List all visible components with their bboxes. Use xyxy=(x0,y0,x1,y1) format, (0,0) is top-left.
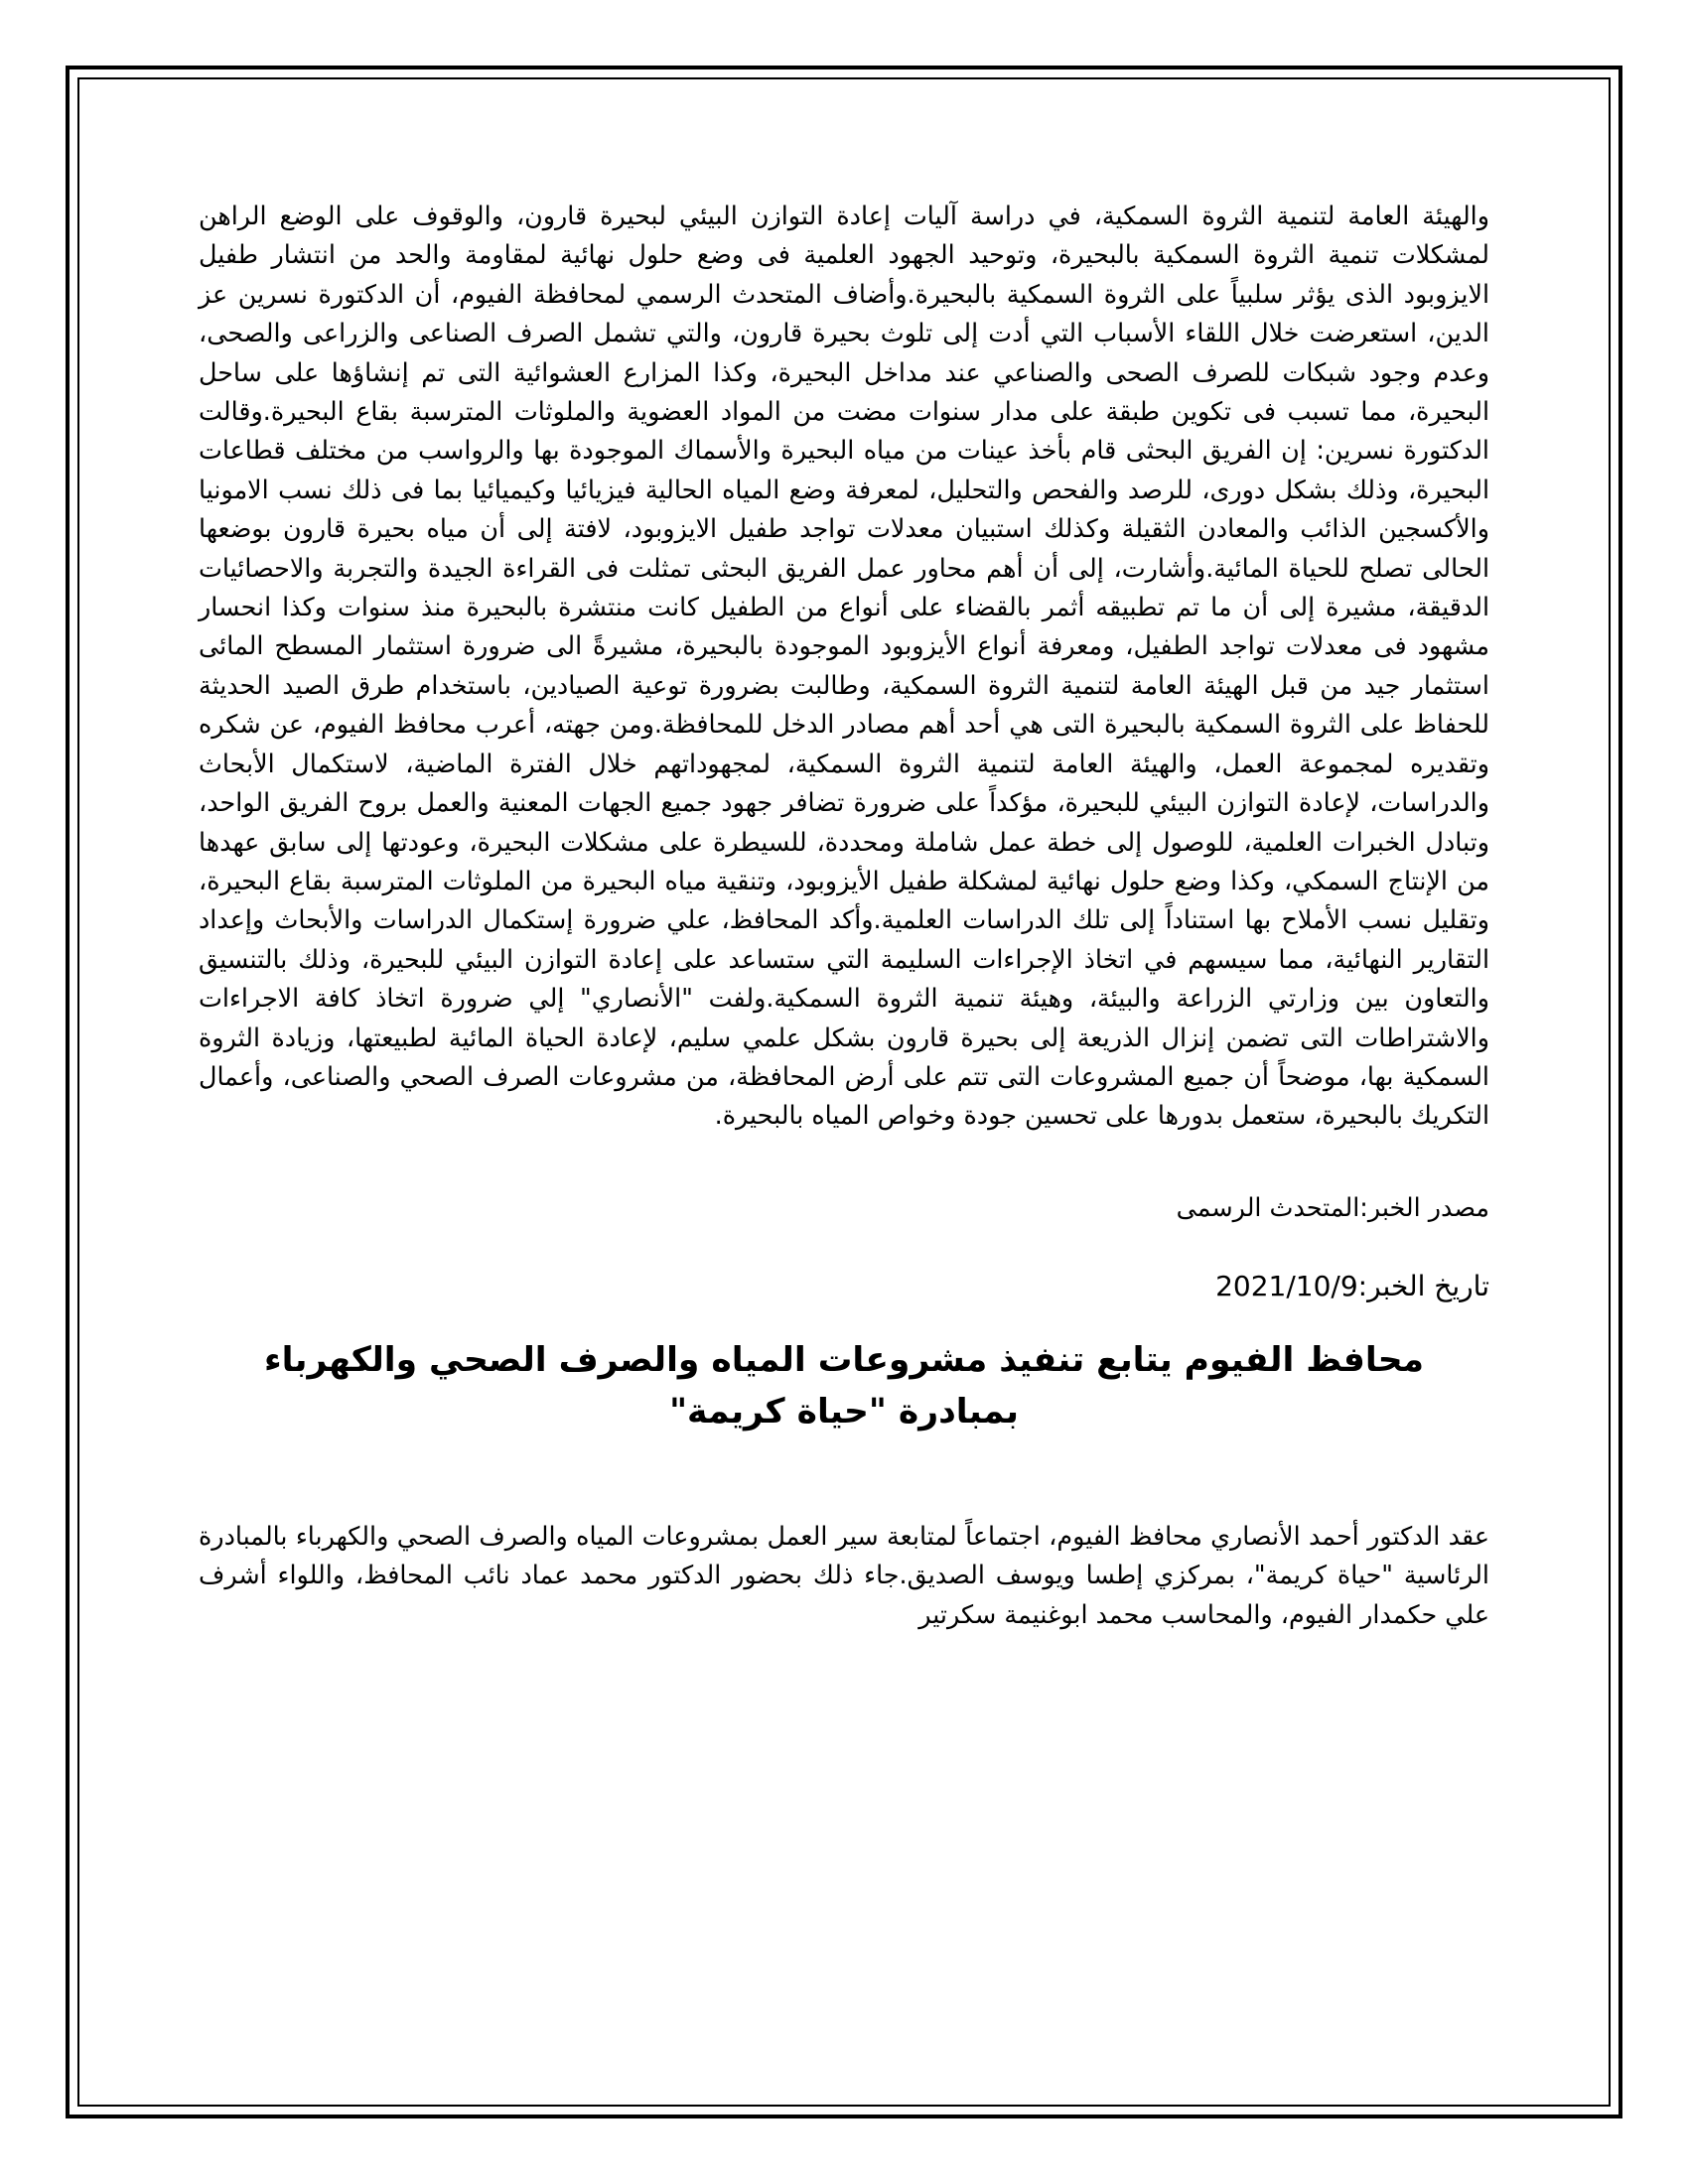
document-content xyxy=(199,197,1489,1634)
second-article-body: عقد الدكتور أحمد الأنصاري محافظ الفيوم، اجتماعاً لمتابعة سير العمل بمشروعات المياه والصرف الصحي والكهرباء بالمبادرة الرئاسية "حياة كريمة"، بمركزي إطسا ويوسف الصديق.جاء ذلك بحضور الدكتور محمد عماد نائب المحافظ، واللواء أشرف علي حكمدار الفيوم، والمحاسب محمد ابوغنيمة سكرتير xyxy=(199,1520,1489,1629)
news-source: مصدر الخبر:المتحدث الرسمى xyxy=(1176,1191,1489,1222)
article-body: والهيئة العامة لتنمية الثروة السمكية، في دراسة آليات إعادة التوازن البيئي لبحيرة قارون، والوقوف على الوضع الراهن لمشكلات تنمية الثروة السمكية بالبحيرة، وتوحيد الجهود العلمية فى وضع حلول نهائية لمقاومة والحد من انتشار طفيل الايزوبود الذى يؤثر سلبياً على الثروة السمكية بالبحيرة.وأضاف المتحدث الرسمي لمحافظة الفيوم، أن الدكتورة نسرين عز الدين، استعرضت خلال اللقاء الأسباب التي أدت إلى تلوث بحيرة قارون، والتي تشمل الصرف الصناعى والزراعى والصحى، وعدم وجود شبكات للصرف الصحى والصناعي عند مداخل البحيرة، وكذا المزارع العشوائية التى تم إنشاؤها على ساحل البحيرة، مما تسبب فى تكوين طبقة على مدار سنوات مضت من المواد العضوية والملوثات المترسبة بقاع البحيرة.وقالت الدكتورة نسرين: إن الفريق البحثى قام بأخذ عينات من مياه البحيرة والأسماك الموجودة بها والرواسب من مختلف قطاعات البحيرة، وذلك بشكل دورى، للرصد والفحص والتحليل، لمعرفة وضع المياه الحالية فيزيائيا وكيميائيا بما فى ذلك نسب الامونيا والأكسجين الذائب والمعادن الثقيلة وكذلك استبيان معدلات تواجد طفيل الايزوبود، لافتة إلى أن مياه بحيرة قارون بوضعها الحالى تصلح للحياة المائية.وأشارت، إلى أن أهم محاور عمل الفريق البحثى تمثلت فى القراءة الجيدة والتجربة والاحصائيات الدقيقة، مشيرة إلى أن ما تم تطبيقه أثمر بالقضاء على أنواع من الطفيل كانت منتشرة بالبحيرة منذ سنوات وكذا انحسار مشهود فى معدلات تواجد الطفيل، ومعرفة أنواع الأيزوبود الموجودة بالبحيرة، مشيرةً الى ضرورة استثمار المسطح المائى استثمار جيد من قبل الهيئة العامة لتنمية الثروة السمكية، وطالبت بضرورة توعية الصيادين، باستخدام طرق الصيد الحديثة للحفاظ على الثروة السمكية بالبحيرة التى هي أحد أهم مصادر الدخل للمحافظة.ومن جهته، أعرب محافظ الفيوم، عن شكره وتقديره لمجموعة العمل، والهيئة العامة لتنمية الثروة السمكية، لمجهوداتهم خلال الفترة الماضية، لاستكمال الأبحاث والدراسات، لإعادة التوازن البيئي للبحيرة، مؤكداً على ضرورة تضافر جهود جميع الجهات المعنية والعمل بروح الفريق الواحد، وتبادل الخبرات العلمية، للوصول إلى خطة عمل شاملة ومحددة، للسيطرة على مشكلات البحيرة، وعودتها إلى سابق عهدها من الإنتاج السمكي، وكذا وضع حلول نهائية لمشكلة طفيل الأيزوبود، وتنقية مياه البحيرة من الملوثات المترسبة بقاع البحيرة، وتقليل نسب الأملاح بها استناداً إلى تلك الدراسات العلمية.وأكد المحافظ، علي ضرورة إستكمال الدراسات والأبحاث وإعداد التقارير النهائية، مما سيسهم في اتخاذ الإجراءات السليمة التي ستساعد على إعادة التوازن البيئي للبحيرة، وذلك بالتنسيق والتعاون بين وزارتي الزراعة والبيئة، وهيئة تنمية الثروة السمكية.ولفت "الأنصاري" إلي ضرورة اتخاذ كافة الاجراءات والاشتراطات التى تضمن إنزال الذريعة إلى بحيرة قارون بشكل علمي سليم، لإعادة الحياة المائية لطبيعتها، وزيادة الثروة السمكية بها، موضحاً أن جميع المشروعات التى تتم على أرض المحافظة، من مشروعات الصرف الصحي والصناعى، وأعمال التكريك بالبحيرة، ستعمل بدورها على تحسين جودة وخواص المياه بالبحيرة. xyxy=(199,201,1489,1131)
news-date: تاريخ الخبر:2021/10/9 xyxy=(1215,1269,1489,1302)
article-headline: محافظ الفيوم يتابع تنفيذ مشروعات المياه والصرف الصحي والكهرباء بمبادرة "حياة كريمة" xyxy=(263,1339,1425,1432)
